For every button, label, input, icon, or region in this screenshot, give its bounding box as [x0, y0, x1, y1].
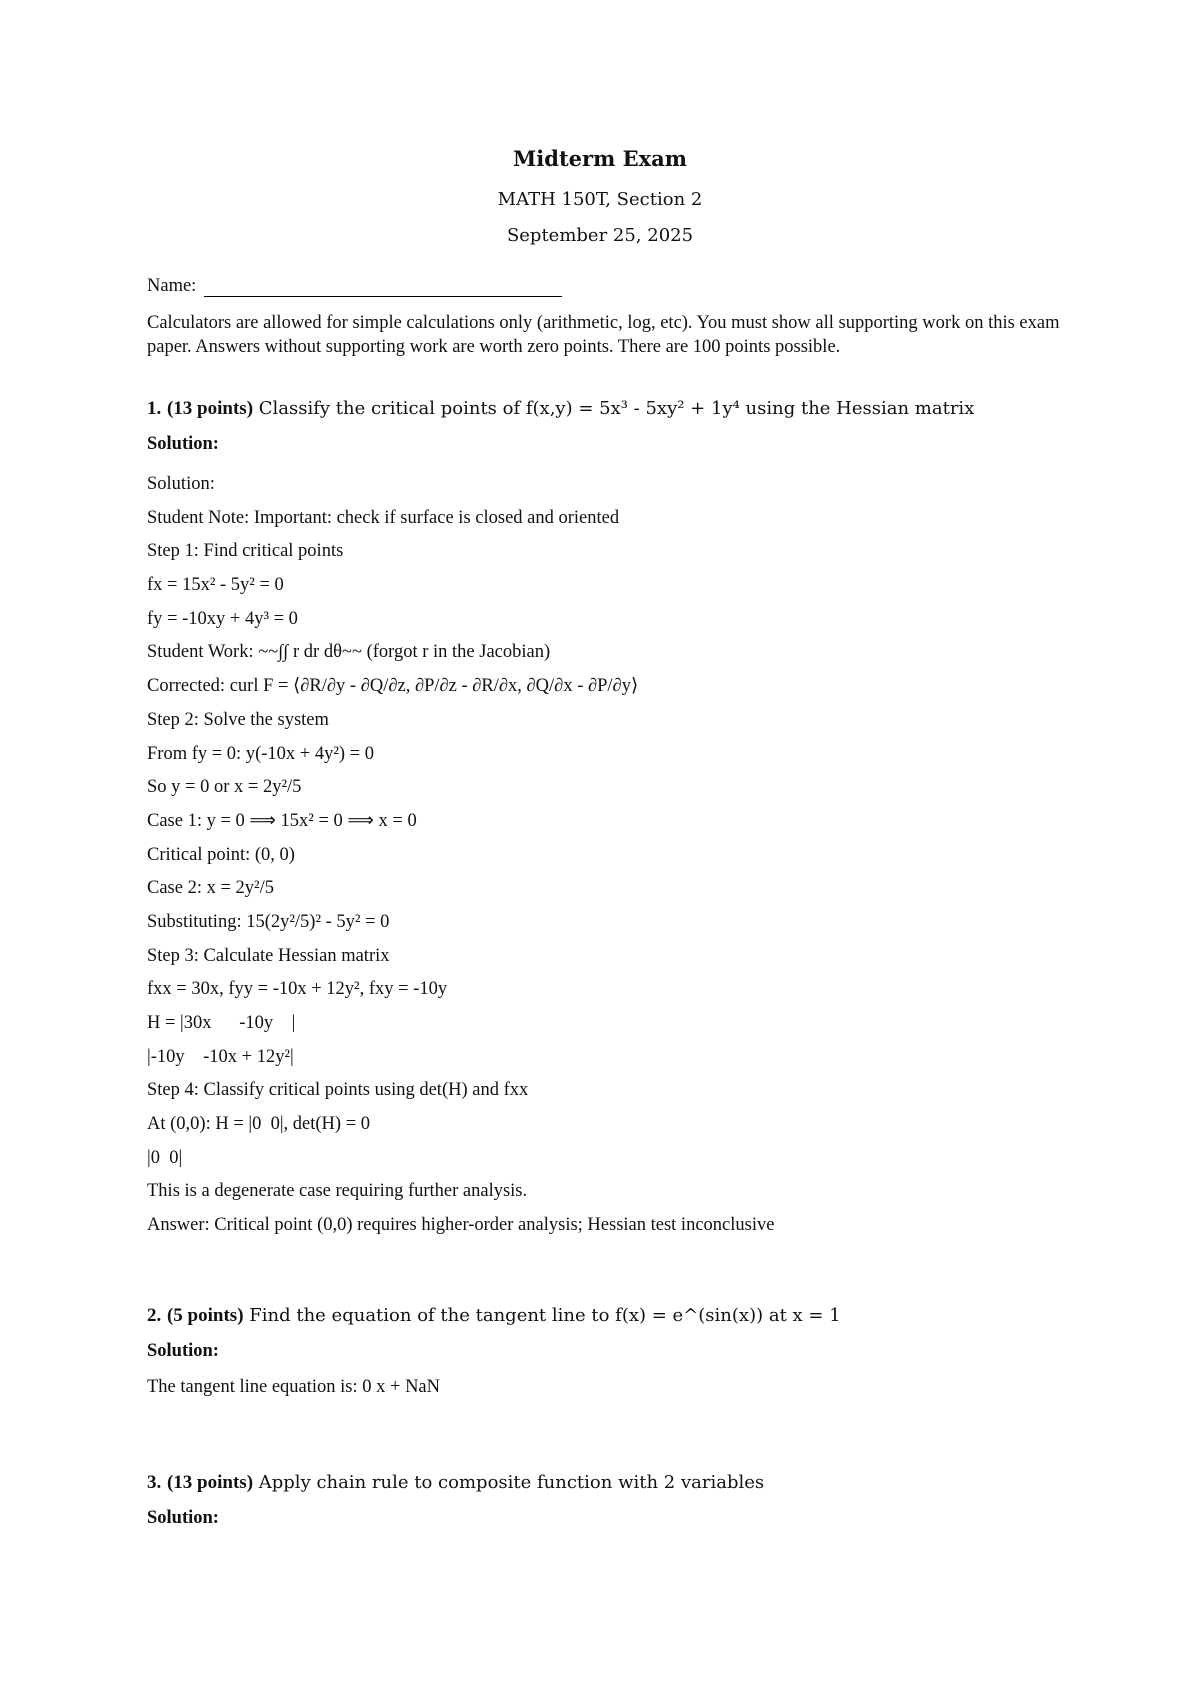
solution-label: Solution: — [147, 434, 219, 454]
question-2-header — [147, 1305, 841, 1327]
name-label: Name: — [147, 276, 197, 296]
solution-label: Solution: — [147, 1508, 219, 1528]
solution-line: Critical point: (0, 0) — [147, 844, 295, 865]
solution-line: H = |30x -10y | — [147, 1013, 296, 1033]
question-points: (13 points) — [166, 1472, 254, 1493]
exam-date: September 25, 2025 — [506, 225, 694, 246]
solution-line: This is a degenerate case requiring further analysis. — [147, 1181, 528, 1202]
solution-line: Case 2: x = 2y²/5 — [147, 878, 274, 899]
question-number: 2. — [147, 1305, 162, 1326]
name-row — [147, 276, 562, 297]
solution-line: Student Work: ~~∫∫ r dr dθ~~ (forgot r in the Jacobian) — [147, 642, 551, 663]
question-prompt: Apply chain rule to composite function with 2 variables — [258, 1472, 765, 1493]
solution-line: From fy = 0: y(-10x + 4y²) = 0 — [147, 743, 374, 764]
solution-line: Step 2: Solve the system — [147, 709, 329, 730]
solution-line: fxx = 30x, fyy = -10x + 12y², fxy = -10y — [147, 979, 448, 1000]
solution-line: Substituting: 15(2y²/5)² - 5y² = 0 — [147, 911, 390, 932]
solution-line: |0 0| — [147, 1147, 183, 1168]
solution-line: Step 3: Calculate Hessian matrix — [147, 945, 390, 966]
question-prompt: Find the equation of the tangent line to f(x) = e^(sin(x)) at x = 1 — [249, 1305, 841, 1326]
question-points: (5 points) — [166, 1305, 244, 1326]
solution-line: Step 1: Find critical points — [147, 541, 344, 562]
exam-title: Midterm Exam — [513, 146, 687, 171]
solution-label: Solution: — [147, 1341, 219, 1361]
solution-line: Solution: — [147, 474, 215, 494]
solution-line: So y = 0 or x = 2y²/5 — [147, 777, 302, 798]
solution-line: Case 1: y = 0 ⟹ 15x² = 0 ⟹ x = 0 — [147, 810, 417, 831]
question-prompt: Classify the critical points of f(x,y) = 5x³ - 5xy² + 1y⁴ using the Hessian matrix — [258, 398, 975, 419]
solution-line: At (0,0): H = |0 0|, det(H) = 0 — [147, 1114, 371, 1135]
question-points: (13 points) — [166, 398, 254, 419]
question-1-solution-lines — [147, 468, 774, 1243]
name-line — [204, 278, 562, 297]
solution-answer: The tangent line equation is: 0 x + NaN — [147, 1377, 441, 1397]
solution-line: |-10y -10x + 12y²| — [147, 1046, 294, 1067]
question-3-header — [147, 1472, 764, 1494]
solution-line: Step 4: Classify critical points using det(H) and fxx — [147, 1080, 529, 1101]
solution-line: Corrected: curl F = ⟨∂R/∂y - ∂Q/∂z, ∂P/∂z - ∂R/∂x, ∂Q/∂x - ∂P/∂y⟩ — [147, 676, 639, 697]
question-1-header — [147, 398, 974, 420]
instructions: Calculators are allowed for simple calculations only (arithmetic, log, etc). You must show all supporting work on this exam paper. Answers without supporting work are worth zero points. There are 100 points possible. — [147, 313, 1060, 357]
solution-line: fy = -10xy + 4y³ = 0 — [147, 608, 298, 629]
solution-line: Answer: Critical point (0,0) requires higher-order analysis; Hessian test inconclusive — [147, 1215, 775, 1236]
solution-line: Student Note: Important: check if surface is closed and oriented — [147, 507, 620, 528]
question-number: 3. — [147, 1472, 162, 1493]
course-info: MATH 150T, Section 2 — [497, 189, 703, 210]
question-number: 1. — [147, 398, 162, 419]
solution-line: fx = 15x² - 5y² = 0 — [147, 575, 284, 596]
